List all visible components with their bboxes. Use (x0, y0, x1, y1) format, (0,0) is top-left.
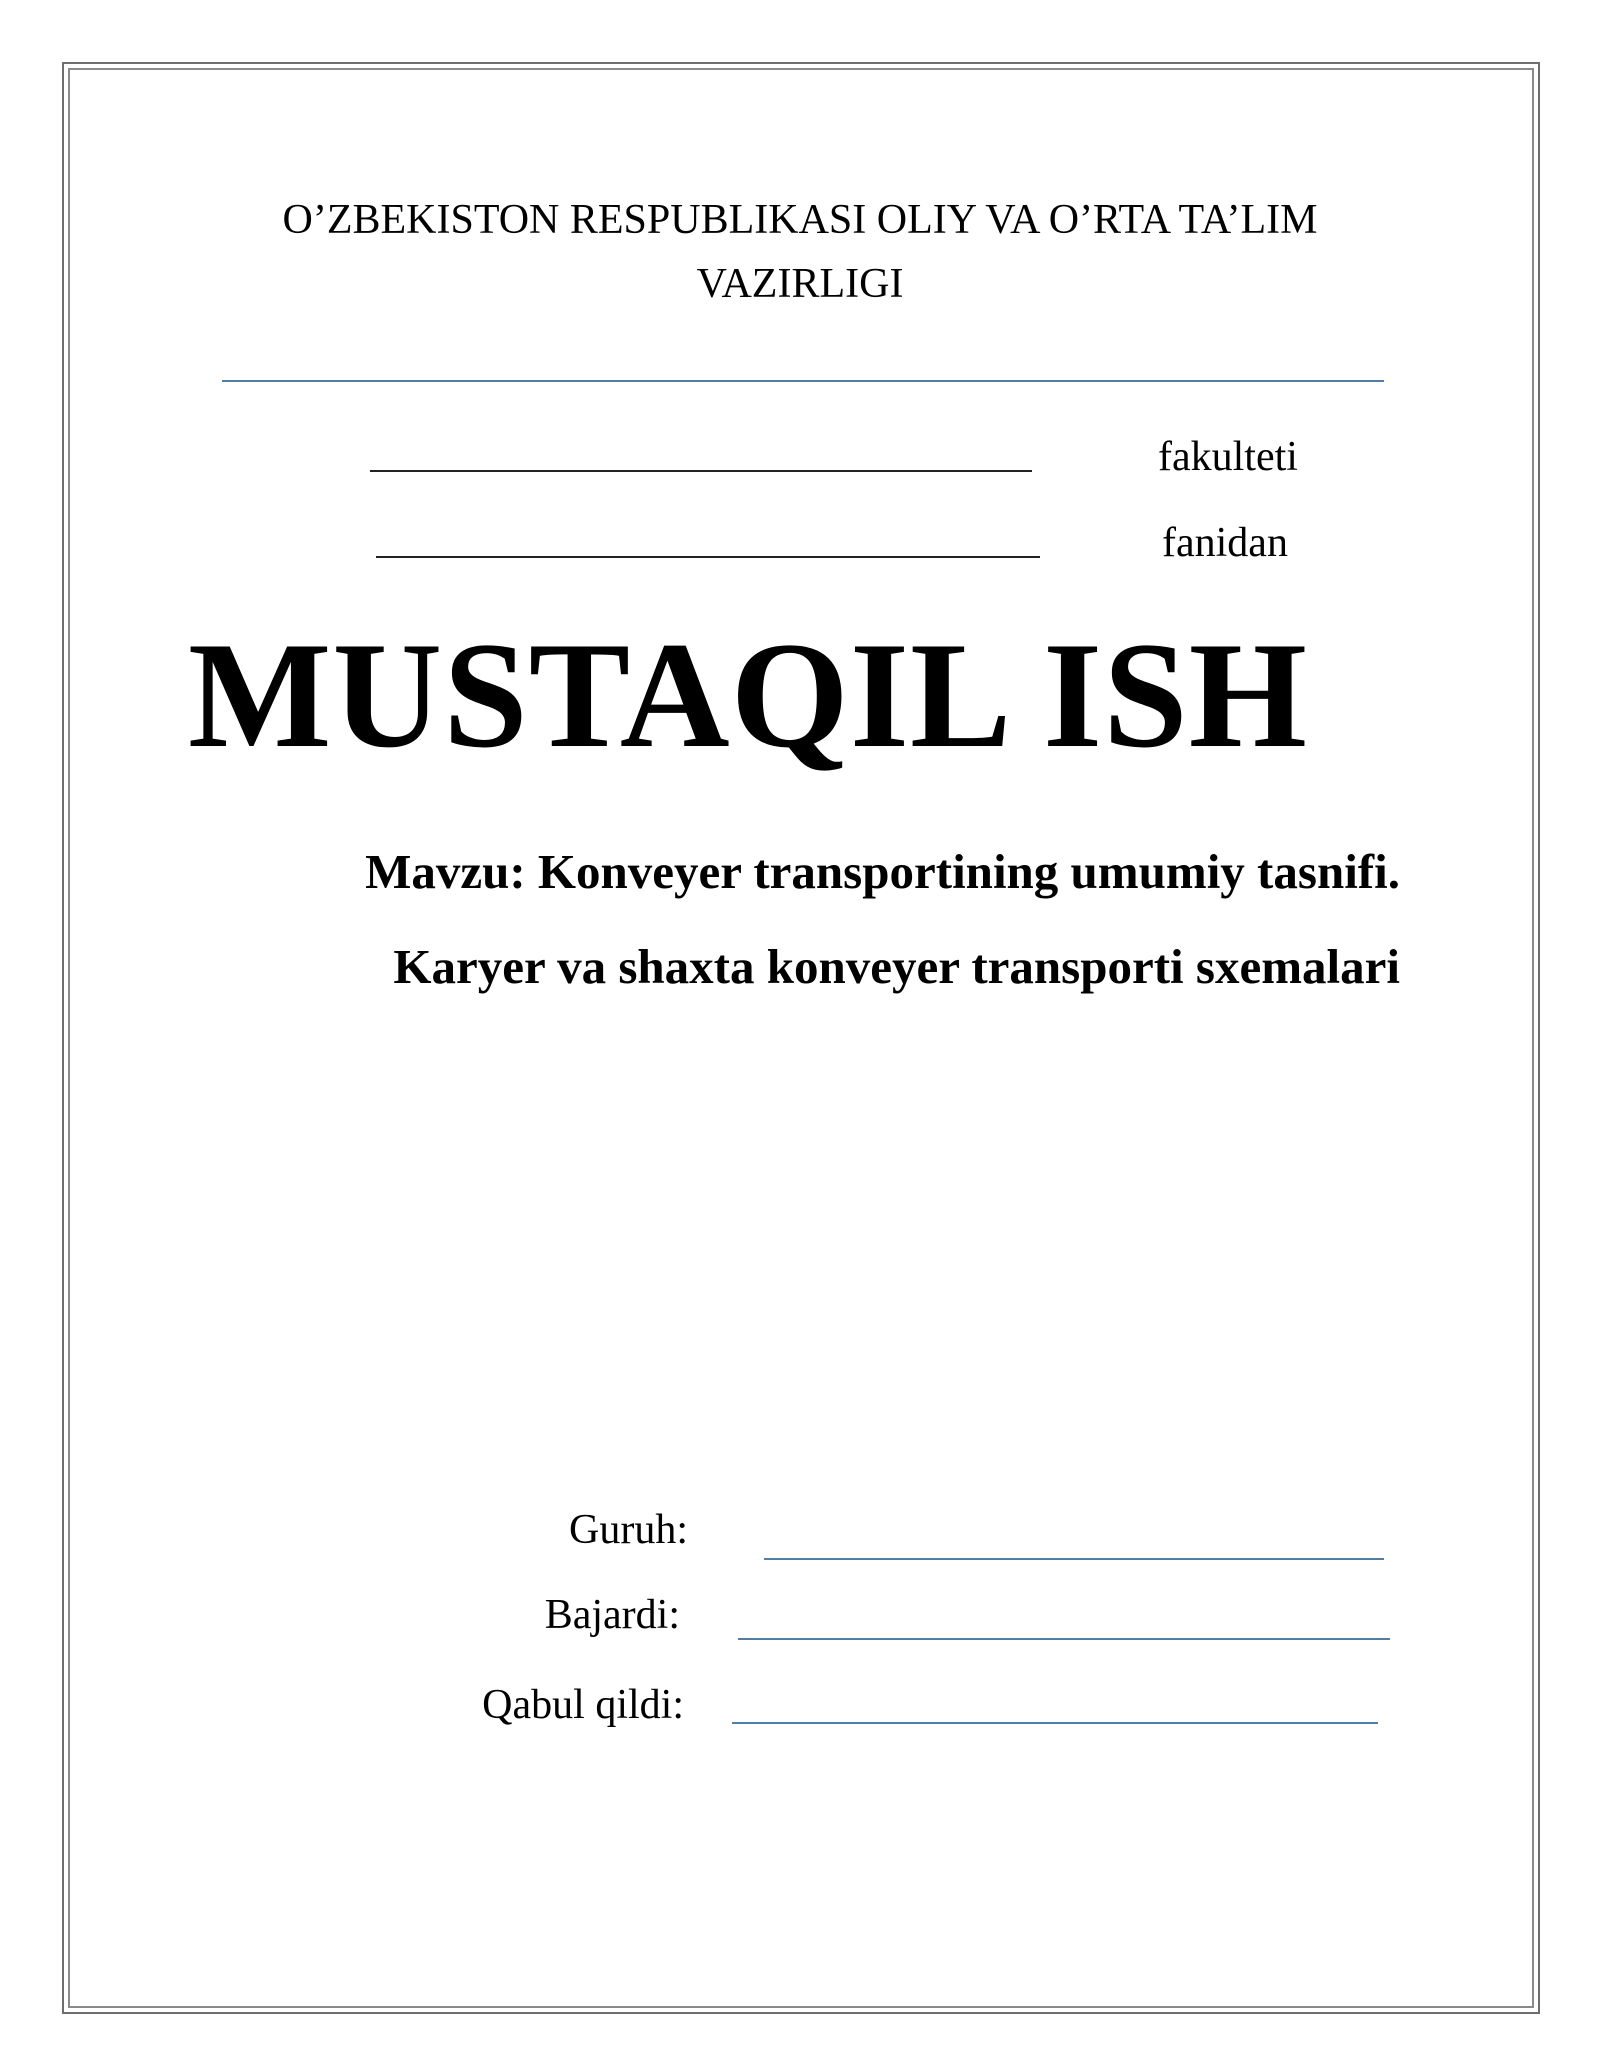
accepted-by-blank-line (732, 1722, 1378, 1724)
done-by-blank-line (738, 1638, 1390, 1640)
ministry-heading (150, 188, 1450, 316)
faculty-blank-line (370, 470, 1032, 472)
topic-line-1: Mavzu: Konveyer transportining umumiy tasnifi. (365, 844, 1400, 899)
page-border-inner (68, 68, 1534, 2008)
ministry-heading-line1: O’ZBEKISTON RESPUBLIKASI OLIY VA O’RTA TA’LIM (282, 197, 1318, 243)
group-blank-line (764, 1558, 1384, 1560)
accepted-by-label: Qabul qildi: (482, 1682, 684, 1728)
ministry-heading-line2: VAZIRLIGI (696, 261, 904, 307)
subject-blank-line (376, 556, 1040, 558)
university-name-line (222, 380, 1384, 382)
faculty-label: fakulteti (1158, 434, 1298, 480)
topic-line-2: Karyer va shaxta konveyer transporti sxemalari (393, 939, 1400, 994)
group-label: Guruh: (569, 1507, 688, 1553)
done-by-label: Bajardi: (544, 1592, 680, 1638)
document-title: MUSTAQIL ISH (188, 611, 1308, 779)
subject-label: fanidan (1162, 520, 1288, 566)
